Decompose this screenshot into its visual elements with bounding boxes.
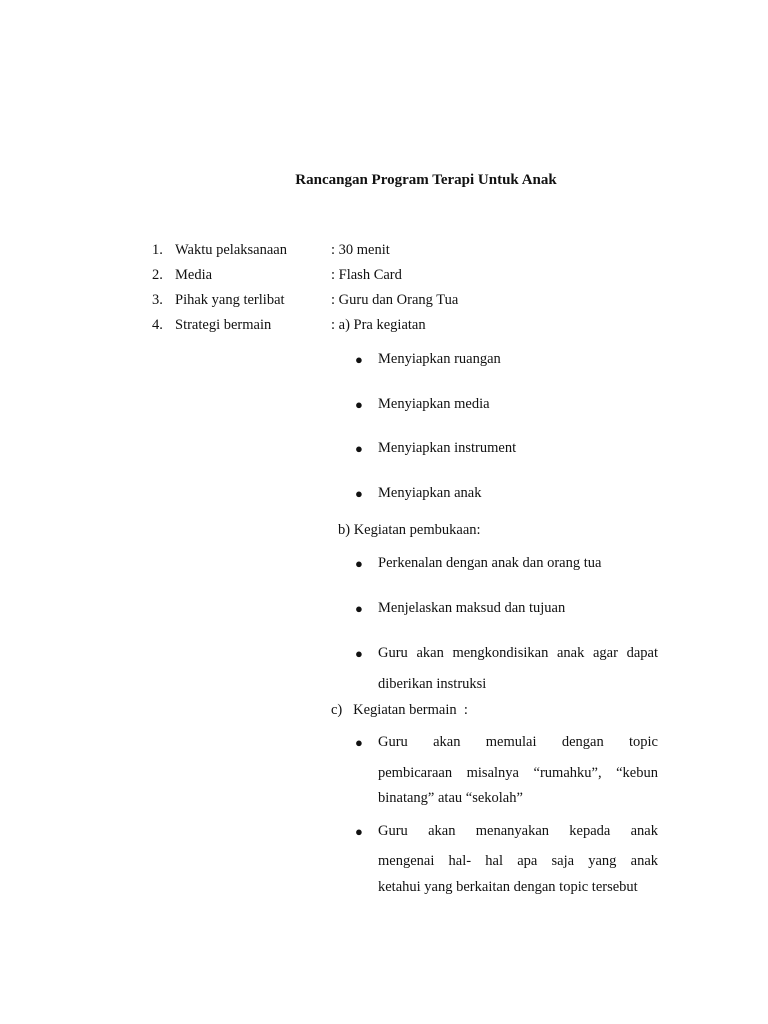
bullet-icon: ● xyxy=(355,735,363,750)
item-label: Pihak yang terlibat xyxy=(175,292,285,308)
bullet-icon: ● xyxy=(355,824,363,839)
bullet-icon: ● xyxy=(355,441,363,456)
item-number: 3. xyxy=(152,292,163,308)
item-number: 2. xyxy=(152,267,163,283)
item-value: : Guru dan Orang Tua xyxy=(331,292,459,308)
list-item-continuation: binatang” atau “sekolah” xyxy=(378,790,523,806)
item-label: Media xyxy=(175,267,213,283)
item-value: : 30 menit xyxy=(331,242,390,258)
item-number: 4. xyxy=(152,317,163,333)
list-item-continuation: mengenai hal- hal apa saja yang anak xyxy=(378,853,658,869)
document-title: Rancangan Program Terapi Untuk Anak xyxy=(295,172,557,188)
list-item: Menyiapkan ruangan xyxy=(378,351,501,367)
list-item: Menyiapkan media xyxy=(378,396,490,412)
list-item-continuation: pembicaraan misalnya “rumahku”, “kebun xyxy=(378,765,658,781)
list-item: Guru akan mengkondisikan anak agar dapat xyxy=(378,645,658,661)
list-item: Menyiapkan instrument xyxy=(378,440,517,456)
list-item-continuation: diberikan instruksi xyxy=(378,676,487,692)
item-number: 1. xyxy=(152,242,163,258)
item-label: Waktu pelaksanaan xyxy=(175,242,287,258)
list-item: Guru akan memulai dengan topic xyxy=(378,734,658,750)
list-item: Guru akan menanyakan kepada anak xyxy=(378,823,658,839)
list-item: Menjelaskan maksud dan tujuan xyxy=(378,600,566,616)
item-value: : a) Pra kegiatan xyxy=(331,317,426,333)
bullet-icon: ● xyxy=(355,486,363,501)
bullet-icon: ● xyxy=(355,397,363,412)
bullet-icon: ● xyxy=(355,601,363,616)
section-heading-b: b) Kegiatan pembukaan: xyxy=(338,522,481,538)
bullet-icon: ● xyxy=(355,556,363,571)
list-item: Menyiapkan anak xyxy=(378,485,482,501)
item-value: : Flash Card xyxy=(331,267,402,283)
section-heading-c: c) Kegiatan bermain : xyxy=(331,702,468,718)
list-item: Perkenalan dengan anak dan orang tua xyxy=(378,555,602,571)
bullet-icon: ● xyxy=(355,352,363,367)
list-item-continuation: ketahui yang berkaitan dengan topic tersebut xyxy=(378,879,638,895)
item-label: Strategi bermain xyxy=(175,317,272,333)
bullet-icon: ● xyxy=(355,646,363,661)
